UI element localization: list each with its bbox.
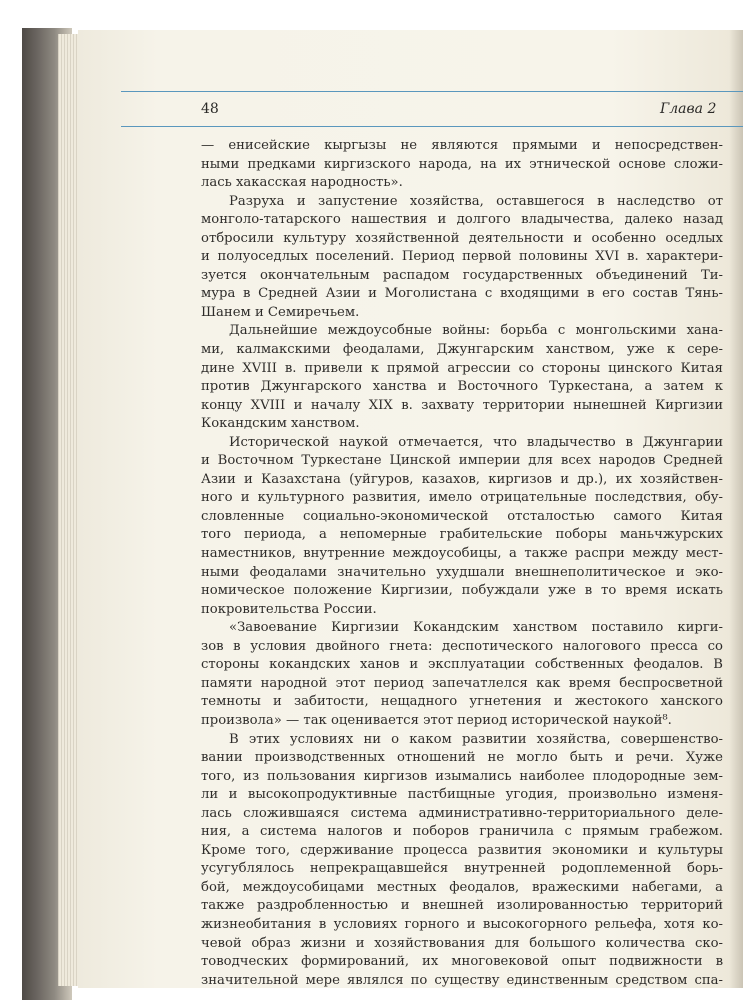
- text-line: ли и высокопродуктивные пастбищные угодия, произвольно изменя-: [201, 787, 723, 803]
- running-head: Глава 2: [660, 101, 717, 117]
- page-number: 48: [201, 101, 219, 117]
- text-line: Кроме того, сдерживание процесса развития экономики и культуры: [201, 842, 723, 858]
- text-line: номическое положение Киргизии, побуждали уже в то время искать: [201, 583, 723, 599]
- text-line: также раздробленностью и внешней изолированностью территорий: [201, 898, 723, 914]
- text-line: Исторической наукой отмечается, что владычество в Джунгарии: [229, 434, 723, 450]
- text-line: того периода, а непомерные грабительские поборы маньчжурских: [201, 527, 723, 543]
- text-line: наместников, внутренние междоусобицы, а также распри между мест-: [201, 546, 723, 562]
- text-line: бой, междоусобицами местных феодалов, вражескими набегами, а: [201, 879, 723, 895]
- text-line: темноты и забитости, нещадного угнетения и жестокого ханского: [201, 694, 723, 710]
- text-line: Шанем и Семиречьем.: [201, 304, 360, 320]
- header-rule-top: [121, 91, 743, 92]
- text-line: вании производственных отношений не могло быть и речи. Хуже: [201, 750, 723, 766]
- text-line: дине XVIII в. привели к прямой агрессии со стороны цинского Китая: [201, 360, 723, 376]
- text-line: и Восточном Туркестане Цинской империи для всех народов Средней: [201, 453, 723, 469]
- text-line: монголо-татарского нашествия и долгого владычества, далеко назад: [201, 212, 723, 228]
- text-line: ния, а система налогов и поборов граничила с прямым грабежом.: [201, 824, 723, 840]
- text-line: словленные социально-экономической отсталостью самого Китая: [201, 508, 723, 524]
- text-line: «Завоевание Киргизии Кокандским ханством поставило кирги-: [229, 620, 723, 636]
- text-line: покровительства России.: [201, 601, 377, 617]
- text-line: памяти народной этот период запечатлелся как время беспросветной: [201, 675, 723, 691]
- text-line: против Джунгарского ханства и Восточного Туркестана, а затем к: [201, 379, 723, 395]
- text-line: В этих условиях ни о каком развитии хозяйства, совершенство-: [229, 731, 723, 747]
- text-line: отбросили культуру хозяйственной деятельности и особенно оседлых: [201, 230, 723, 246]
- text-line: зуется окончательным распадом государственных объединений Ти-: [201, 267, 723, 283]
- text-line: Кокандским ханством.: [201, 416, 360, 432]
- text-line: лась хакасская народность».: [201, 175, 403, 191]
- text-line: ными феодалами значительно ухудшали внешнеполитическое и эко-: [201, 564, 723, 580]
- text-line: лась сложившаяся система административно-территориального деле-: [201, 805, 723, 821]
- text-line: Дальнейшие междоусобные войны: борьба с монгольскими хана-: [229, 323, 723, 339]
- header-rule-bottom: [121, 126, 743, 127]
- text-line: жизнеобитания в условиях горного и высокогорного рельефа, хотя ко-: [201, 916, 723, 932]
- text-line: того, из пользования киргизов изымались наиболее плодородные зем-: [201, 768, 723, 784]
- text-line: Разруха и запустение хозяйства, оставшегося в наследство от: [229, 193, 723, 209]
- text-line: зов в условия двойного гнета: деспотического налогового пресса со: [201, 638, 723, 654]
- text-line: стороны кокандских ханов и эксплуатации собственных феодалов. В: [201, 657, 723, 673]
- binding-shadow: [729, 30, 743, 988]
- body-text: [201, 137, 723, 990]
- text-line: ми, калмакскими феодалами, Джунгарским ханством, уже к сере-: [201, 342, 723, 358]
- text-line: и полуоседлых поселений. Период первой половины XVI в. характери-: [201, 249, 723, 265]
- text-line: чевой образ жизни и хозяйствования для большого количества ско-: [201, 935, 723, 951]
- text-line: — енисейские кыргызы не являются прямыми и непосредствен-: [201, 138, 723, 153]
- text-line: Азии и Казахстана (уйгуров, казахов, киргизов и др.), их хозяйствен-: [201, 471, 723, 487]
- text-line: значительной мере являлся по существу единственным средством спа-: [201, 972, 723, 988]
- text-line: усугублялось непрекращавшейся внутренней родоплеменной борь-: [201, 861, 723, 877]
- text-line: ного и культурного развития, имело отрицательные последствия, обу-: [201, 490, 723, 506]
- text-line: ными предками киргизского народа, на их этнической основе сложи-: [201, 156, 723, 172]
- text-line: концу XVIII и началу XIX в. захвату территории нынешней Киргизии: [201, 397, 723, 413]
- text-line: мура в Средней Азии и Моголистана с входящими в его состав Тянь-: [201, 286, 723, 302]
- text-line: товодческих формирований, их многовековой опыт подвижности в: [201, 954, 723, 970]
- text-line: произвола» — так оценивается этот период исторической наукой⁸.: [201, 712, 672, 728]
